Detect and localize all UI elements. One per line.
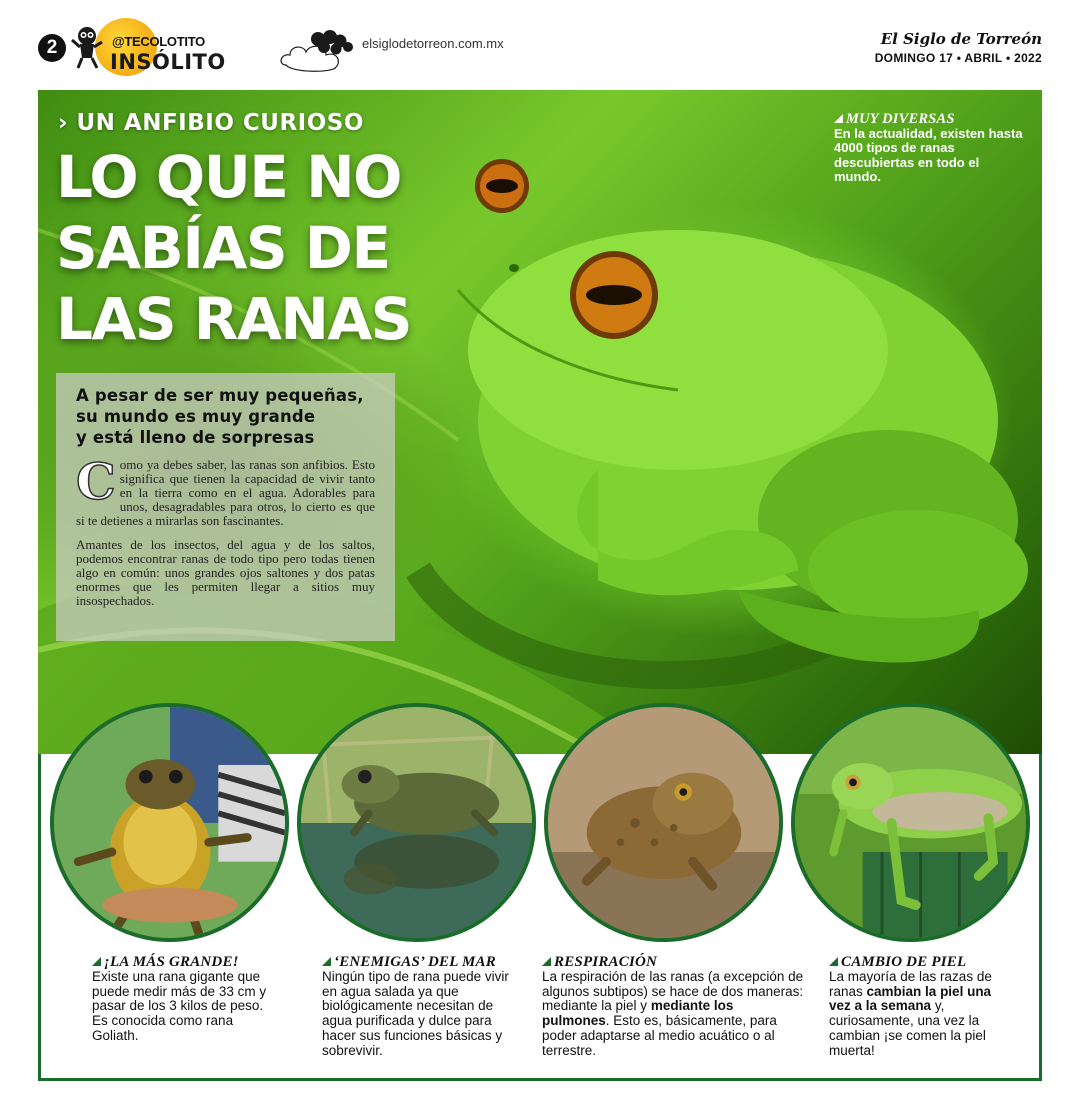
fact-title [542,955,804,970]
fact-text-emphasis: cambian la piel una vez a la semana [829,983,992,1014]
owl-mascot-icon [70,24,104,70]
water-frog-photo [297,703,536,942]
side-note-title [834,112,1024,127]
fact-title-text: CAMBIO DE PIEL [841,954,967,970]
brand-title: INSÓLITO [110,50,226,74]
newspaper-name: El Siglo de Torreón [880,30,1042,48]
fact-title-text: RESPIRACIÓN [554,954,658,970]
fact-text: Existe una rana gigante que puede medir más de 33 cm y pasar de los 3 kilos de peso. Es conocida como rana Goliath. [92,968,267,1043]
brand-subtitle: @TECOLOTITO [112,34,205,49]
fact-largest [92,955,267,1044]
triangle-marker-icon [542,957,551,966]
intro-paragraph-1-text: omo ya debes saber, las ranas son anfibios. Esto significa que tienen la capacidad de vivir tanto en la tierra como en el agua. Adorables para unos, desagradables para otros, lo cierto es que si te detienes a mirarlas son fascinantes. [76,457,375,528]
fact-title [322,955,514,970]
triangle-marker-icon [322,957,331,966]
fact-title [92,955,267,970]
headline: LO QUE NO SABÍAS DE LAS RANAS [56,143,412,353]
side-note [834,112,1024,185]
page-number: 2 [38,34,66,62]
intro-heading: A pesar de ser muy pequeñas, su mundo es muy grande y está lleno de sorpresas [76,386,364,447]
fact-title-text: ¡LA MÁS GRANDE! [104,954,239,970]
drop-cap: C [76,452,116,511]
side-note-text: En la actualidad, existen hasta 4000 tipos de ranas descubiertas en todo el mundo. [834,125,1023,184]
section-kicker: › UN ANFIBIO CURIOSO [58,110,364,136]
fact-text-emphasis: mediante los pulmones [542,998,734,1029]
fact-text-end: . Esto es, básicamente, para poder adaptarse al medio acuático o al terrestre. [542,1013,777,1058]
fact-skin-change [829,955,1009,1059]
fact-sea-enemies [322,955,514,1059]
fact-title [829,955,1009,970]
side-note-title-text: MUY DIVERSAS [846,111,955,127]
intro-paragraph-2: Amantes de los insectos, del agua y de los saltos, podemos encontrar ranas de todo tipo pero todas tienen algo en común: unos grandes ojos saltones y dos patas enormes que les permiten llegar a sitios muy insospechados. [76,537,375,608]
fact-breathing [542,955,804,1059]
triangle-marker-icon [834,114,843,123]
fact-text: La respiración de las ranas (a excepción de algunos subtipos) se hace de dos maneras: mediante la piel y [542,968,804,1014]
triangle-marker-icon [829,957,838,966]
toad-photo [544,703,783,942]
goliath-frog-photo [50,703,289,942]
fact-text-end: y, curiosamente, una vez la cambian ¡se comen la piel muerta! [829,998,986,1058]
fact-text: La mayoría de las razas de ranas [829,968,992,999]
triangle-marker-icon [92,957,101,966]
cloud-logo-icon [278,25,360,77]
fact-text: Ningún tipo de rana puede vivir en agua salada ya que biológicamente necesitan de agua purificada y dulce para hacer sus funciones básicas y sobrevivir. [322,968,509,1058]
tree-frog-photo [791,703,1030,942]
issue-date: DOMINGO 17 • ABRIL • 2022 [874,51,1042,65]
fact-title-text: ‘ENEMIGAS’ DEL MAR [334,954,496,970]
site-url[interactable]: elsiglodetorreon.com.mx [362,36,504,51]
hero-section [38,90,1042,754]
intro-paragraph-1 [76,452,375,528]
intro-box [56,373,395,641]
